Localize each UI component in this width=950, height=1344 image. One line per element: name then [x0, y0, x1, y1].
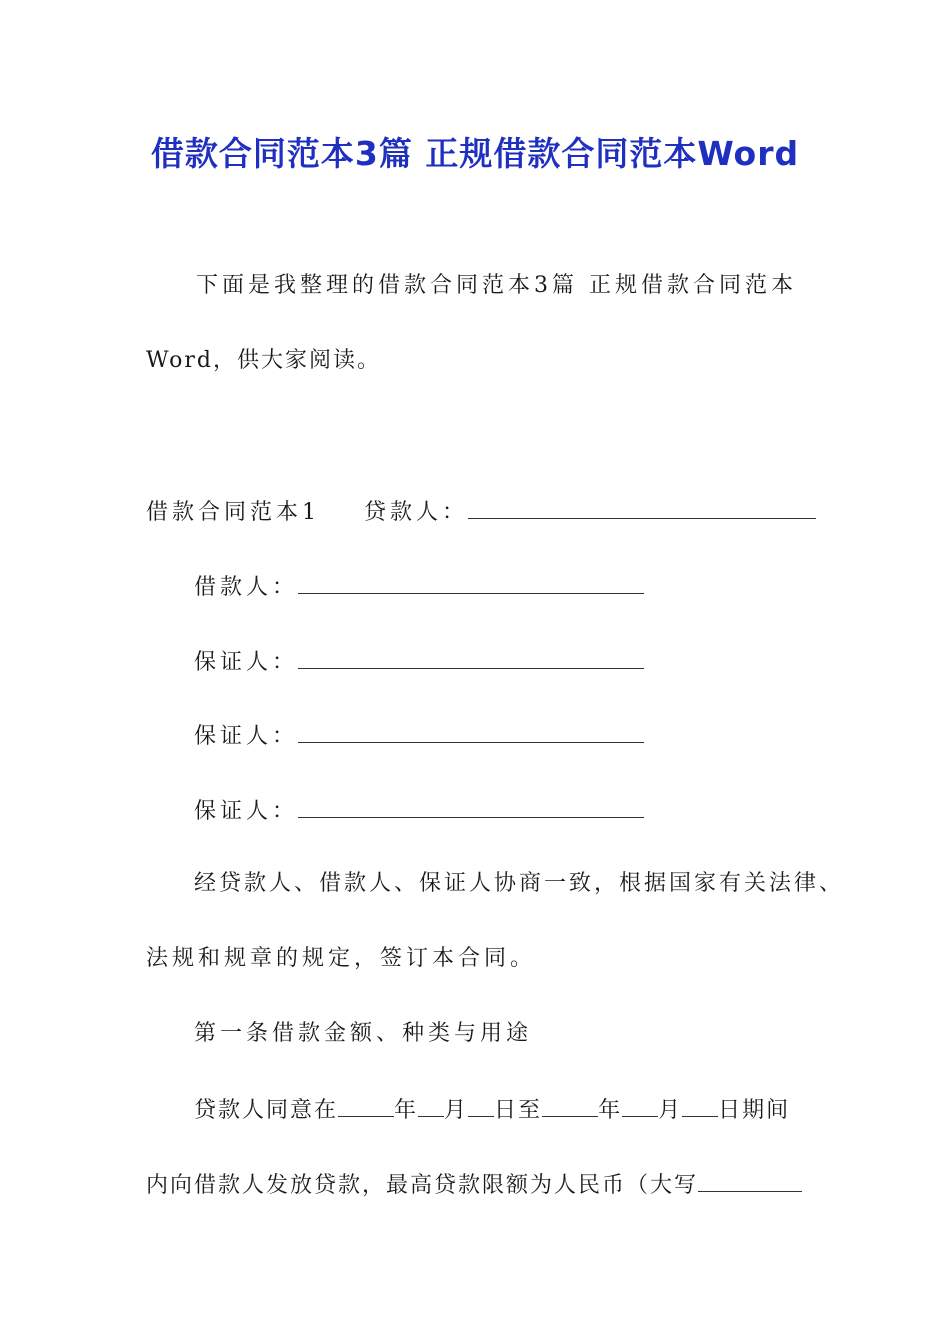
guarantor-blank — [298, 795, 644, 818]
guarantor-label: 保证人： — [194, 799, 299, 824]
document-title: 借款合同范本3篇 正规借款合同范本Word — [150, 134, 800, 173]
borrower-row — [194, 571, 644, 603]
article-1-text: 贷款人同意在 — [194, 1098, 339, 1123]
year-blank — [338, 1094, 394, 1117]
amount-blank — [698, 1169, 802, 1192]
lender-label: 贷款人： — [364, 500, 469, 525]
article-1-text: 日期间 — [718, 1098, 791, 1123]
guarantor-blank — [298, 720, 644, 743]
lender-blank — [468, 496, 816, 519]
year-blank — [542, 1094, 598, 1117]
article-1-text: 月 — [658, 1098, 683, 1123]
section-label: 借款合同范本1 — [146, 500, 320, 525]
article-1-text: 日至 — [494, 1098, 543, 1123]
agreement-paragraph-line-1: 经贷款人、借款人、保证人协商一致，根据国家有关法律、 — [194, 871, 845, 896]
month-blank — [622, 1094, 658, 1117]
guarantor-row-3 — [194, 795, 644, 827]
month-blank — [418, 1094, 444, 1117]
guarantor-label: 保证人： — [194, 724, 299, 749]
day-blank — [682, 1094, 718, 1117]
intro-paragraph-line-1: 下面是我整理的借款合同范本3篇 正规借款合同范本 — [196, 273, 797, 298]
article-1-text: 年 — [394, 1098, 419, 1123]
article-1-text: 月 — [444, 1098, 469, 1123]
article-1-text: 年 — [598, 1098, 623, 1123]
guarantor-row-1 — [194, 646, 644, 678]
borrower-blank — [298, 571, 644, 594]
article-1-line-1 — [194, 1094, 790, 1126]
day-blank — [468, 1094, 494, 1117]
intro-paragraph-line-2: Word，供大家阅读。 — [146, 348, 381, 373]
article-1-line-2 — [146, 1169, 802, 1201]
guarantor-blank — [298, 646, 644, 669]
guarantor-row-2 — [194, 720, 644, 752]
agreement-paragraph-line-2: 法规和规章的规定，签订本合同。 — [146, 946, 537, 971]
guarantor-label: 保证人： — [194, 650, 299, 675]
lender-row — [146, 496, 816, 528]
borrower-label: 借款人： — [194, 575, 299, 600]
article-1-text: 内向借款人发放贷款，最高贷款限额为人民币（大写 — [146, 1173, 699, 1198]
article-1-heading: 第一条借款金额、种类与用途 — [194, 1021, 533, 1046]
